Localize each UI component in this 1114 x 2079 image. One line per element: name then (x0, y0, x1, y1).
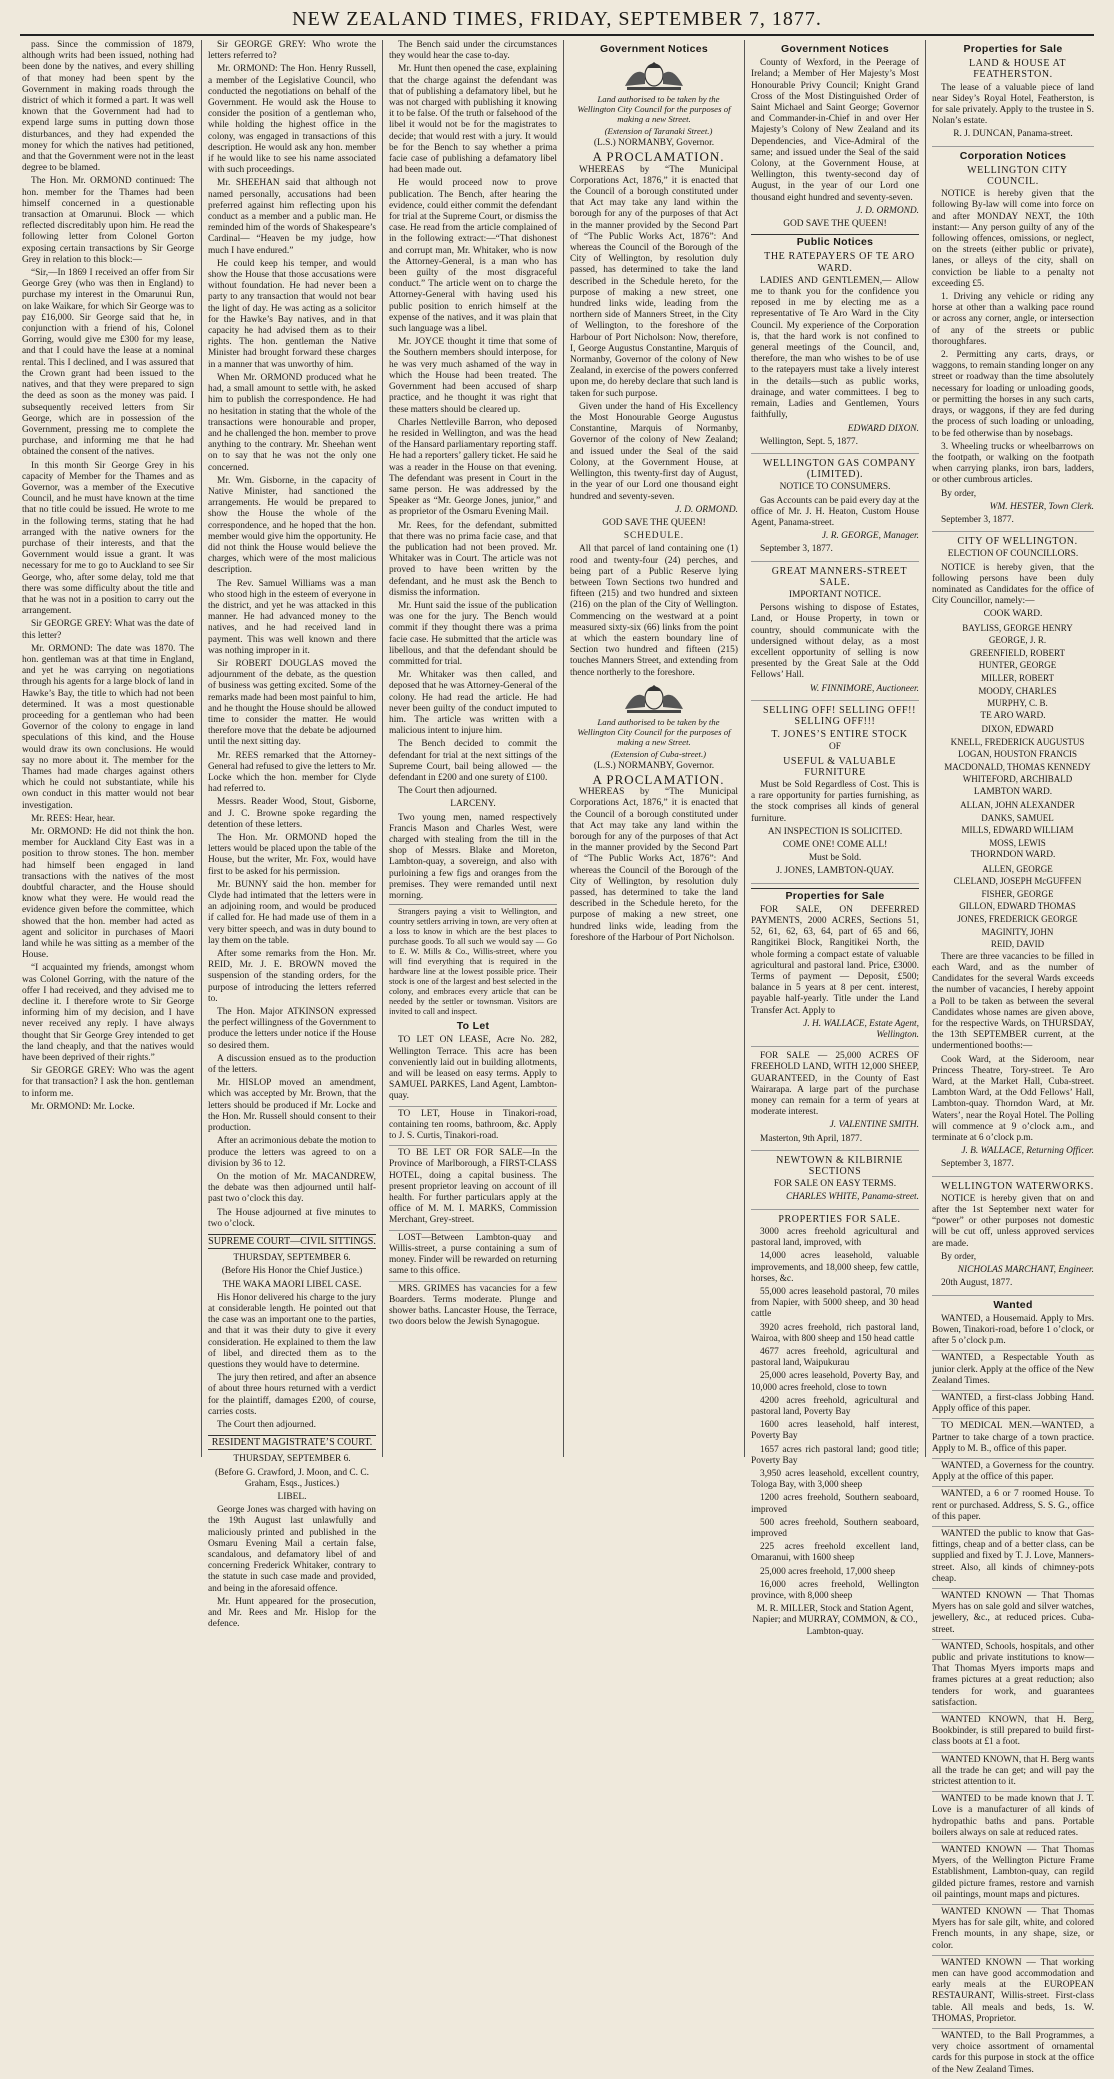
ad-signature: EDWARD DIXON. (847, 423, 919, 434)
column-5 (751, 40, 919, 1637)
ad-title: WELLINGTON GAS COMPANY (LIMITED). (762, 457, 917, 481)
wanted-ad: WANTED, Schools, hospitals, and other public and private institutions to know—That Thomas Myers imports maps and frames pictures at a great reduction; also tenders for work, and guarantees satisfaction. (932, 1642, 1094, 1713)
royal-crest-icon (617, 58, 691, 92)
rm-date: THURSDAY, SEPTEMBER 6. (233, 1454, 351, 1465)
candidate-name: KNELL, FREDERICK AUGUSTUS (950, 736, 1085, 747)
court-case-title: THE WAKA MAORI LIBEL CASE. (222, 1279, 362, 1290)
corporation-notices-heading: Corporation Notices (959, 149, 1067, 162)
ad-text: NOTICE is hereby given, that the following persons have been duly nominated as Candidates for the office of City Councillor, namely:— (932, 562, 1094, 607)
proclamation-text: WHEREAS by “The Municipal Corporations Act, 1876,” it is enacted that the Council of a borough constituted under that Act may take any land within the borough for any of the purposes of that Act in the manner provided by the Second Part of “The Public Works Act, 1876”: And whereas the Council of the Borough of the City of Wellington, by resolution duly passed, has determined to take the land described in the Schedule hereto, for the purpose of making a new street, one hundred links wide, leading from the northern side of Manners Street, in the City of Wellington, to the foreshore of the Harbour of Port Nicholson: Now, therefore, I, George Augustus Constantine, Marquis of Normanby, Governor of the colony of New Zealand, in exercise of the powers conferred upon me, do hereby declare that such land is taken for such purpose. (570, 164, 738, 399)
wanted-ad: TO MEDICAL MEN.—WANTED, a Partner to take charge of a town practice. Apply to M. B., office of this paper. (932, 1421, 1094, 1459)
larceny-text: Two young men, named respectively Francis Mason and Charles West, were charged with stealing from the till in the shop of Messrs. Blake and Moreton, Lambton-quay, a sovereign, and also with purloining a few figs and oranges from the premises. They were remanded until next morning. (389, 812, 557, 902)
property-item: 14,000 acres leasehold, valuable improvements, and 18,000 sheep, few cattle, horses, &c. (751, 1251, 919, 1284)
wanted-ad: WANTED KNOWN — That Thomas Myers has for sale gilt, white, and colored French mounts, in any shape, size, or color. (932, 1907, 1094, 1956)
wanted-ad: WANTED KNOWN — That Thomas Myers has on sale gold and silver watches, jewellery, &c., at reduced prices. Cuba-street. (932, 1591, 1094, 1640)
proclamation-text: WHEREAS by “The Municipal Corporations Act, 1876,” it is enacted that the Council of a borough constituted under that Act may take any land within the borough for any of the purposes of that Act in the manner provided by the Second Part of “The Public Works Act, 1876”: And whereas the Council of the Borough of the City of Wellington, by resolution duly passed, has determined to take the land described in the Schedule hereto, for the purpose of making a new street, one hundred links wide, leading from the foreshore of the Harbour of Port Nicholson. (570, 787, 738, 943)
ad-text: Persons wishing to dispose of Estates, Land, or House Property, in town or country, should communicate with the undersigned without delay, as a most excellent opportunity of selling is now presented by the Great Sale at the Odd Fellows’ Hall. (751, 603, 919, 681)
article-paragraph: Mr. REES: Hear, hear. (31, 813, 115, 824)
royal-crest-icon (617, 681, 691, 715)
candidate-list (932, 724, 1094, 785)
wanted-ad: WANTED, a Respectable Youth as junior clerk. Apply at the office of the New Zealand Times. (932, 1353, 1094, 1391)
article-paragraph: Messrs. Reader Wood, Stout, Gisborne, and J. C. Browne spoke regarding the detention of these letters. (208, 797, 376, 830)
proclamation-heading: A PROCLAMATION. (592, 149, 725, 165)
ad-deferred-payments (751, 905, 919, 1047)
column-2 (208, 40, 376, 1630)
article-paragraph: pass. Since the commission of 1879, although writs had been issued, nothing had been done by the natives, and every shilling of that money had been spent by the Government in making roads through the district of which it formed a part. It was well known that the Government had had to expend large sums in putting down those disturbances, and they had expended the money for which the natives had petitioned, and that the Government were not in the least degree to be blamed. (22, 40, 194, 174)
ad-title: GREAT MANNERS-STREET SALE. (771, 565, 908, 588)
ad-date: September 3, 1877. (941, 514, 1014, 525)
to-let-ad: LOST—Between Lambton-quay and Willis-street, a purse containing a sum of money. Finder will be rewarded on returning same to this office. (389, 1233, 557, 1282)
column-6 (932, 40, 1095, 2075)
wanted-ad: WANTED, a 6 or 7 roomed House. To rent or purchased. Address, S. S. G., office of this paper. (932, 1489, 1094, 1527)
ad-text: Cook Ward, at the Sideroom, near Princess Theatre, Tory-street. Te Aro Ward, at the Market Hall, Cuba-street. Lambton Ward, at the Odd Fellows’ Hall, Lambton-quay. Thorndon Ward, at Mr. Waters’, near the Royal Hotel. The Polling will commence at 9 o’clock a.m., and terminate at 6 o’clock p.m. (932, 1054, 1094, 1144)
article-paragraph: Mr. SHEEHAN said that although not named personally, accusations had been preferred against him reflecting upon his conduct as a member and a public man. He reminded him of the words of Shakespeare’s Cardinal— “Heaven be my judge, how much I have endured.” (208, 178, 376, 256)
rm-bench: (Before G. Crawford, J. Moon, and C. C. Graham, Esqs., Justices.) (215, 1467, 369, 1489)
candidate-name: ALLAN, JOHN ALEXANDER (960, 800, 1075, 811)
property-item: 1200 acres freehold, Southern seaboard, improved (751, 1493, 919, 1515)
property-item: 3920 acres freehold, rich pastoral land, Wairoa, with 800 sheep and 150 head cattle (751, 1322, 919, 1344)
government-notices-heading: Government Notices (780, 43, 890, 55)
wanted-ads (932, 1314, 1094, 2079)
ad-city-council (932, 165, 1094, 532)
crest-caption-sub: (Extension of Cuba-street.) (610, 748, 707, 759)
ad-jones-furniture (751, 705, 919, 884)
ward-heading: TE ARO WARD. (980, 710, 1046, 721)
ad-line: Must be Sold. (808, 853, 862, 864)
bylaw-list (932, 292, 1094, 486)
ad-properties-list (751, 1214, 919, 1643)
article-paragraph: When Mr. ORMOND produced what he had, a small amount to settle with, he asked him to publish the correspondence. He had no hesitation in stating that the whole of the transactions were honourable and proper, and he challenged the hon. member to prove anything to the contrary. Mr. Sheehan went on to say that he was not the only one concerned. (208, 372, 376, 473)
property-item: 500 acres freehold, Southern seaboard, improved (751, 1517, 919, 1539)
ad-signature: M. R. MILLER, Stock and Station Agent, Napier; and MURRAY, COMMON, & CO., Lambton-quay. (752, 1604, 918, 1637)
article-paragraph: His Honor delivered his charge to the jury at considerable length. He pointed out that the case was an important one to the parties, and that it was their duty to give it every consideration. He explained to them the law of libel, and directed them as to the questions they would have to determine. (208, 1292, 376, 1370)
article-paragraph: Mr. ORMOND: The Hon. Henry Russell, a member of the Legislative Council, who conducted the negotiations on behalf of the Government. He would ask the House to consider the position of a gentleman who, while holding the highest office in the colony, was engaged in transactions of this description. He would ask any hon. member if he would like to see his name associated with such proceedings. (208, 64, 376, 176)
ad-title: NEWTOWN & KILBIRNIE SECTIONS (776, 1154, 903, 1178)
government-notices-heading: Government Notices (599, 43, 709, 55)
ad-text: LADIES AND GENTLEMEN,— Allow me to thank you for the confidence you reposed in me by electing me as a representative of Te Aro Ward in the City Council. My experience of the Corporation is, that the hard work is not confined to general meetings of the Council, and, therefore, the man who wishes to be of use to the ratepayers must take a lively interest in the details—such as public works, drainage, and water committees. I beg to remain, Ladies and Gentlemen, Yours faithfully, (751, 275, 919, 421)
court-bench: (Before His Honor the Chief Justice.) (221, 1266, 363, 1277)
ad-signature: J. B. WALLACE, Returning Officer. (961, 1146, 1094, 1157)
ad-subtitle: FOR SALE ON EASY TERMS. (773, 1179, 897, 1190)
property-item: 3000 acres freehold agricultural and pastoral land, improved, with (751, 1226, 919, 1249)
court-continuation-text (389, 40, 557, 797)
ad-line: AN INSPECTION IS SOLICITED. (767, 826, 903, 837)
property-list (751, 1227, 919, 1602)
ad-order: By order, (941, 1251, 977, 1262)
property-item: 1600 acres leasehold, half interest, Poverty Bay (751, 1420, 919, 1442)
article-paragraph: The Hon. Major ATKINSON expressed the perfect willingness of the Government to produce the letters under notice if the House so desired them. (208, 1007, 376, 1051)
wanted-ad: WANTED the public to know that Gas-fittings, cheap and of a better class, can be supplied and fixed by T. J. Love, Manners-street. Also, all kinds of chimney-pots cheap. (932, 1529, 1094, 1589)
wanted-ad: WANTED, a Governess for the country. Apply at the office of this paper. (932, 1461, 1094, 1487)
property-item: 4200 acres freehold, agricultural and pastoral land, Poverty Bay (751, 1395, 919, 1417)
ad-text: Must be Sold Regardless of Cost. This is a rare opportunity for parties furnishing, as the stock comprises all kinds of general furniture. (751, 779, 919, 824)
candidate-list (932, 800, 1094, 848)
ad-signature: NICHOLAS MARCHANT, Engineer. (957, 1265, 1094, 1276)
candidate-name: GEORGE, J. R. (988, 635, 1047, 646)
ad-title: SELLING OFF! SELLING OFF!! SELLING OFF!!! (762, 704, 917, 727)
ad-election (932, 536, 1094, 1177)
ad-gas-company (751, 458, 919, 562)
ad-signature: J. R. GEORGE, Manager. (821, 531, 919, 542)
governor-title-text: County of Wexford, in the Peerage of Ireland; a Member of Her Majesty’s Most Honourable Privy Council; Knight Grand Cross of the Most Distinguished Order of Saint Michael and Saint George; Governor and Commander-in-Chief in and over Her Majesty’s Colony of New Zealand and its Dependencies, and Vice-Admiral of the same; and issued under the Seal of the said Colony, at the Government House, at Wellington, this twenty-second day of August, in the year of our Lord one thousand eight hundred and seventy-seven. (751, 58, 919, 203)
candidate-name: MACDONALD, THOMAS KENNEDY (944, 761, 1091, 772)
candidate-name: HUNTER, GEORGE (978, 660, 1057, 671)
to-let-ads (389, 1035, 557, 1331)
ad-text: NOTICE is hereby given that on and after the 1st September next water for “power” or other purposes not domestic will be cut off, unless approved services are made. (932, 1193, 1094, 1249)
ad-signature: W. FINNIMORE, Auctioneer. (809, 683, 919, 694)
ad-text: NOTICE is hereby given that the following By-law will come into force on and after MONDAY NEXT, the 10th instant:— Any person guilty of any of the following offences, omissions, or neglect, on the streets (either public or private), lanes, or alleys of the city, shall on conviction be liable to a penalty not exceeding £5. (932, 189, 1094, 289)
to-let-ad: TO LET, House in Tinakori-road, containing ten rooms, bathroom, &c. Apply to J. S. Curtis, Tinakori-road. (389, 1109, 557, 1147)
to-let-ad: MRS. GRIMES has vacancies for a few Boarders. Terms moderate. Plunge and shower baths. Lancaster House, the Terrace, two doors below the Jewish Synagogue. (389, 1283, 557, 1328)
article-paragraph: The jury then retired, and after an absence of about three hours returned with a verdict for the plaintiff, damages £200, of course, carries costs. (208, 1373, 376, 1417)
bylaw-item: 1. Driving any vehicle or riding any horse at other than a walking pace round or across any corner, angle, or intersection of any of the streets or public thoroughfares. (932, 292, 1094, 347)
article-paragraph: Mr. ORMOND: He did not think the hon. member for Auckland City East was in a position to throw stones. The hon. member had himself been engaged in land transactions with the natives of the most doubtful character, and the House should know what they were. He would read the evidence given before the committee, which showed that the hon. member had acted as agent and solicitor in purchases of Maori land while he was sitting as a member of the House. (22, 827, 194, 961)
to-let-heading: To Let (456, 1020, 490, 1033)
column-1 (22, 40, 194, 1457)
column-4 (570, 40, 738, 1457)
article-paragraph: The Court then adjourned. (398, 786, 497, 797)
wanted-ad: WANTED KNOWN — That Thomas Myers, of the Wellington Picture Frame Establishment, Lambton-quay, can regild gilded picture frames, restore and varnish oil paintings, mount maps and pictures. (932, 1845, 1094, 1905)
article-paragraph: After an acrimonious debate the motion to produce the letters was agreed to on a division by 36 to 12. (208, 1136, 376, 1169)
article-paragraph: Mr. BUNNY said the hon. member for Clyde had intimated that the letters were in an adjoining room, and would be produced if called for. He had made use of them in a very bitter speech, and was in duty bound to lay them on the table. (208, 879, 376, 946)
seal-governor: (L.S.) NORMANBY, Governor. (593, 760, 715, 771)
to-let-ad: TO LET ON LEASE, Acre No. 282, Wellington Terrace. This acre has been conveniently laid out in building allotments, and will be leased on easy terms. Apply to SAMUEL PARKES, Land Agent, Lambton-quay. (389, 1035, 557, 1106)
candidate-name: GILLON, EDWARD THOMAS (959, 901, 1076, 912)
ad-subtitle: IMPORTANT NOTICE. (788, 589, 882, 600)
candidate-name: MILLER, ROBERT (981, 672, 1054, 683)
ad-manners-street-sale (751, 566, 919, 701)
ad-subtitle: USEFUL & VALUABLE FURNITURE (783, 755, 896, 778)
ad-line: COME ONE! COME ALL! (782, 840, 888, 850)
article-paragraph: Sir GEORGE GREY: What was the date of this letter? (22, 619, 194, 641)
article-paragraph: Mr. ORMOND: Mr. Locke. (31, 1101, 135, 1112)
candidate-name: MOODY, CHARLES (978, 685, 1057, 696)
article-paragraph: Mr. Hunt then opened the case, explaining that the charge against the defendant was that of publishing a defamatory libel, but he was not charged with publishing it knowing it to be false. Of the truth or falsehood of the libel it would not be for the magistrates to decide; that would rest with a jury. It would be for the Bench to say whether a prima facie case of publishing a defamatory libel had been made out. (389, 64, 557, 176)
to-let-ad: TO BE LET OR FOR SALE—In the Province of Marlborough, a FIRST-CLASS HOTEL, doing a capital business. The present proprietor leaving on account of ill health. For further particulars apply at the office of M. M. I. MARKS, Commission Merchant, Grey-street. (389, 1148, 557, 1230)
ad-ratepayers (751, 251, 919, 453)
crest-caption: Land authorised to be taken by the Wellington City Council for the purposes of making a new Street. (577, 716, 731, 747)
article-paragraph: Mr. Hunt appeared for the prosecution, and Mr. Rees and Mr. Hislop for the defence. (208, 1596, 376, 1630)
schedule-heading: SCHEDULE. (623, 531, 685, 542)
ad-subtitle: NOTICE TO CONSUMERS. (779, 482, 891, 493)
article-paragraph: George Jones was charged with having on the 19th August last unlawfully and maliciously printed and published in the Osmaru Evening Mail a certain false, scandalous, and defamatory libel of and concerning Frederick Whitaker, contrary to the statute in such case made and provided, and being in the aforesaid offence. (208, 1505, 376, 1594)
property-item: 225 acres freehold excellent land, Omaranui, with 1600 sheep (751, 1542, 919, 1564)
ad-date: 20th August, 1877. (941, 1278, 1013, 1289)
article-paragraph: On the motion of Mr. MACANDREW, the debate was then adjourned until half-past two o’clock this day. (208, 1171, 376, 1205)
property-item: 4677 acres freehold, agricultural and pastoral land, Waipukurau (751, 1346, 919, 1369)
schedule-text: All that parcel of land containing one (1) rood and twenty-four (24) perches, and being part of a Public Reserve lying between Town Sections two hundred and fifteen (215) and two hundred and sixteen (216) on the plan of the City of Wellington. Commencing on the westward at a point measured sixty-six (66) links from the point at which the eastern boundary line of Section two hundred and fifteen (215) touches Manners Street, and extending from thence northerly to the foreshore. (570, 544, 738, 678)
ad-text: FOR SALE — 25,000 ACRES OF FREEHOLD LAND, WITH 12,000 SHEEP, GUARANTEED, in the County of East Wairarapa. A large part of the purchase money can remain for a term of years at moderate interest. (751, 1051, 919, 1118)
article-paragraph: The Bench said under the circumstances they would hear the case to-day. (389, 40, 557, 62)
article-paragraph: Sir GEORGE GREY: Who was the agent for that transaction? I ask the hon. gentleman to inform me. (22, 1066, 194, 1099)
candidate-name: DANKS, SAMUEL (981, 812, 1054, 823)
ad-title: WELLINGTON CITY COUNCIL. (967, 164, 1068, 188)
bylaw-item: 2. Permitting any carts, drays, or waggons, to remain standing longer on any street or roadway than the time absolutely necessary for loading or unloading goods, or permitting the horses in any such carts, drays, or waggons, if they are fed during the process of such loading or unloading, to be fed otherwise than by nosebags. (932, 350, 1094, 439)
ad-waterworks (932, 1181, 1094, 1296)
crest-caption-sub: (Extension of Taranaki Street.) (604, 126, 713, 137)
column-rule (382, 40, 383, 1457)
article-paragraph: The Bench decided to commit the defendant for trial at the next sittings of the Supreme Court, bail being allowed — the defendant in £200 and one surety of £100. (389, 739, 557, 783)
ad-date: Wellington, Sept. 5, 1877. (760, 436, 858, 447)
candidate-name: ALLEN, GEORGE (982, 863, 1053, 874)
article-paragraph: “Sir,—In 1869 I received an offer from Sir George Grey (who was then in England) to purchase my interest in the Omarunui Run, on lake Waikare, for which Sir George was to pay £16,000. Sir George said that he, in conjunction with a friend of his, Colonel Gorring, would give me £300 for my lease, and that I could have the lease at a nominal rental. This I declined, and I was assured that the Crown grant had been issued to the natives, and that they were prepared to sign the deed as soon as the money was paid. I subsequently received letters from Sir George, which are in possession of the Government, pressing me to complete the purchase, and informing me that he had obtained the consent of the natives. (22, 268, 194, 458)
ward-heading: THORNDON WARD. (970, 850, 1056, 861)
article-paragraph: Mr. HISLOP moved an amendment, which was accepted by Mr. Brown, that the letters should be produced if Mr. Locke and the Hon. Mr. Russell should consent to their production. (208, 1078, 376, 1134)
ad-newtown-kilbirnie (751, 1155, 919, 1210)
wanted-ad: WANTED, a first-class Jobbing Hand. Apply office of this paper. (932, 1393, 1094, 1419)
article-paragraph: Charles Nettleville Barron, who deposed he resided in Wellington, and was the head of the Hansard parliamentary reporting staff. He had a reporters’ gallery ticket. He said he was a reader in the House on that evening. The defendant was present in Court in the same person. He was addressed by the Speaker as “Mr. George Jones, junior,” and as proprietor of the Osmaru Evening Mail. (389, 417, 557, 518)
debate-text (208, 40, 376, 1230)
article-paragraph: Mr. REES remarked that the Attorney-General had refused to give the letters to Mr. Locke which the hon. member for Clyde had referred to. (208, 750, 376, 795)
property-item: 1657 acres rich pastoral land; good title; Poverty Bay (751, 1444, 919, 1466)
newspaper-title: NEW ZEALAND TIMES, FRIDAY, SEPTEMBER 7, 1877. (292, 8, 822, 30)
candidate-name: BAYLISS, GEORGE HENRY (962, 622, 1073, 633)
ad-signature: CHARLES WHITE, Panama-street. (786, 1192, 919, 1203)
resident-magistrate-heading: RESIDENT MAGISTRATE’S COURT. (208, 1435, 376, 1450)
god-save-the-queen: GOD SAVE THE QUEEN! (783, 219, 887, 230)
larceny-heading: LARCENY. (450, 799, 496, 810)
ad-of: OF (829, 742, 841, 753)
court-date: THURSDAY, SEPTEMBER 6. (233, 1253, 351, 1264)
article-paragraph: The Hon. Mr. ORMOND hoped the letters would be placed upon the table of the House, but the writer, Mr. Fox, would have first to be asked for his permission. (208, 833, 376, 877)
column-rule (201, 40, 202, 1457)
candidate-name: MOSS, LEWIS (989, 837, 1046, 848)
rm-case-title: LIBEL. (277, 1491, 307, 1502)
candidate-name: GREENFIELD, ROBERT (970, 647, 1065, 658)
candidate-name: MURPHY, C. B. (987, 698, 1048, 709)
advertorial-text: Strangers paying a visit to Wellington, and country settlers arriving in town, are very often at a loss to know in which are the best places to purchase goods. To all such we would say — Go to E. W. Mills & Co., Willis-street, where you will find everything that is required in the hardware line at the lowest possible price. Their stock is one of the largest and best selected in the colony, and embraces every article that can be needed by the settler or townsman. Visitors are invited to call and inspect. (389, 904, 557, 1017)
article-paragraph: The Rev. Samuel Williams was a man who stood high in the esteem of everyone in the district, and yet he was attacked in this manner. He had advanced money to the natives, and he had received land in payment. This was well known and there was nothing improper in it. (208, 578, 376, 656)
candidate-list (932, 864, 1094, 950)
ad-text: There are three vacancies to be filled in each Ward, and as the number of Candidates for the several Wards exceeds the number of vacancies, I hereby appoint a Poll to be taken as between the several Candidates whose names are given above, for the respective Wards, on THURSDAY, the 13th SEPTEMBER current, at the undermentioned booths:— (932, 951, 1094, 1052)
ad-text: The lease of a valuable piece of land near Sidey’s Royal Hotel, Featherston, is for sale privately. Apply to the trustee in S. Nolan’s estate. (932, 82, 1094, 127)
candidate-name: JONES, FREDERICK GEORGE (957, 914, 1078, 925)
article-paragraph: Mr. Whitaker was then called, and deposed that he was Attorney-General of the colony. He had read the article. He had never been guilty of the conduct imputed to him. The article was written with a malicious intent to injure him. (389, 670, 557, 737)
ad-title: PROPERTIES FOR SALE. (778, 1213, 901, 1225)
properties-for-sale-heading: Properties for Sale (751, 888, 919, 902)
wanted-ad: WANTED, to the Ball Programmes, a very choice assortment of ornamental cards for this purpose in stock at the office of the New Zealand Times. (932, 2031, 1094, 2075)
candidate-name: REID, DAVID (990, 939, 1045, 950)
crest-caption: Land authorised to be taken by the Wellington City Council for the purposes of making a new Street. (577, 94, 731, 125)
article-paragraph: A discussion ensued as to the production of the letters. (208, 1053, 376, 1076)
article-paragraph: Mr. Wm. Gisborne, in the capacity of Native Minister, had sanctioned the arrangements. He would be prepared to show the House the whole of the correspondence, and he hoped that the hon. member would give him the opportunity. He did not think the House would believe the charges, which were of the most malicious description. (208, 475, 376, 576)
wanted-ad: WANTED KNOWN — That working men can have good accommodation and early meals at the EUROPEAN RESTAURANT, Willis-street. First-class table. All meals and beds, 1s. W. THOMAS, Proprietor. (932, 1958, 1094, 2029)
article-paragraph: Mr. Hunt said the issue of the publication was one for the jury. The Bench would commit if they thought there was a prima facie case. He submitted that the article was libellous, and that the defendant should be committed for trial. (389, 600, 557, 667)
wanted-ad: WANTED to be made known that J. T. Love is a manufacturer of all kinds of hydropathic baths and pans. Portable boilers always on sale at reduced rates. (932, 1794, 1094, 1843)
ad-title: WELLINGTON WATERWORKS. (941, 1180, 1094, 1192)
article-paragraph: “I acquainted my friends, amongst whom was Colonel Gorring, with the nature of the offer I had received, and they advised me to decline it. I therefore wrote to Sir George informing him of my decision, and I have never received any reply. I have always thought that Sir George Grey intended to get the land cheaply, and that the natives would have been deprived of their rights.” (22, 963, 194, 1064)
supreme-court-heading: SUPREME COURT—CIVIL SITTINGS. (208, 1234, 376, 1249)
rm-text (208, 1505, 376, 1630)
ad-date: September 3, 1877. (760, 544, 833, 555)
property-item: 25,000 acres freehold, 17,000 sheep (760, 1566, 896, 1577)
signature: J. D. ORMOND. (675, 504, 738, 515)
candidate-name: DIXON, EDWARD (981, 723, 1054, 734)
masthead (20, 8, 1094, 36)
public-notices-heading: Public Notices (751, 234, 919, 248)
property-item: 25,000 acres leasehold, Poverty Bay, and 10,000 acres freehold, close to town (751, 1371, 919, 1393)
ad-title: CITY OF WELLINGTON. (957, 536, 1078, 548)
column-rule (925, 40, 926, 1457)
candidate-name: WHITEFORD, ARCHIBALD (962, 774, 1073, 785)
ad-title: LAND & HOUSE AT FEATHERSTON. (968, 58, 1067, 81)
column-rule (744, 40, 745, 1457)
article-paragraph: The Court then adjourned. (217, 1419, 316, 1430)
article-paragraph: He would proceed now to prove publication. The Bench, after hearing the evidence, could either commit the defendant for trial at the Supreme Court, or dismiss the case. He read from the article complained of in the following extract:—“That dishonest and corrupt man, Mr. Whitaker, who is now the Attorney-General, is a man who has been guilty of the most disgraceful conduct.” The article went on to charge the Attorney-General with having used his public position to enrich himself at the expense of the natives, and it was plain that such language was a libel. (389, 178, 557, 335)
article-paragraph: In this month Sir George Grey in his capacity of Member for the Thames and as Governor, was a member of the Executive Council, and he must have known at the time that no title could be issued. He wrote to me in the following terms, stating that he had arranged with the native owners for the purchase of their interests, and that the Government would issue a grant. It was necessary for me to go to Auckland to see Sir George, who, after some delay, told me that there was some difficulty about the title and that he was not in a position to carry out the arrangement. (22, 460, 194, 617)
column-rule (563, 40, 564, 1457)
property-item: 55,000 acres leasehold pastoral, 70 miles from Napier, with 5000 sheep, and 30 head cattle (751, 1286, 919, 1320)
wanted-ad: WANTED KNOWN, that H. Berg, Bookbinder, is still prepared to build first-class boots at £1 a foot. (932, 1715, 1094, 1753)
ad-subtitle: T. JONES’S ENTIRE STOCK (771, 729, 908, 741)
property-item: 3,950 acres leasehold, excellent country, Tologa Bay, with 3,000 sheep (751, 1468, 919, 1491)
article-paragraph: He could keep his temper, and would show the House that those accusations were without foundation. He had never been a party to any transaction that would not bear the light of day. He was acting as a solicitor for the Hawke’s Bay natives, and in that capacity he had advised them as to their rights. The hon. gentleman the Native Minister had brought forward these charges in a manner that was unworthy of him. (208, 258, 376, 370)
candidate-name: MAGINITY, JOHN (981, 926, 1054, 937)
article-paragraph: The Hon. Mr. ORMOND continued: The hon. member for the Thames had been himself concerned in a questionable transaction at Omarunui. Block — which reflected discreditably upon him. He read the following letter from Colonel Gorton exposing certain transactions by Sir George Grey in relation to this block:— (22, 176, 194, 265)
ad-signature: J. JONES, LAMBTON-QUAY. (776, 866, 894, 877)
bylaw-item: 3. Wheeling trucks or wheelbarrows on the footpath, or walking on the footpath when carrying planks, iron bars, ladders, or other cumbrous articles. (932, 441, 1094, 486)
ad-text: FOR SALE, ON DEFERRED PAYMENTS, 2000 ACRES, Sections 51, 52, 61, 62, 63, 64, part of 65 and 66, Rangitikei Block, Rangitikei North, the whole forming a compact estate of valuable agricultural and pastoral land. Price, £3000. Terms of payment — Deposit, £500; balance in 5 years at 8 per cent. interest, payable half-yearly. Title under the Land Transfer Act. Apply to (751, 904, 919, 1016)
ad-text: Gas Accounts can be paid every day at the office of Mr. J. H. Heaton, Custom House Agent, Panama-street. (751, 495, 919, 528)
ad-signature: WM. HESTER, Town Clerk. (989, 501, 1094, 512)
column-3 (389, 40, 557, 1457)
ad-date: Masterton, 9th April, 1877. (760, 1133, 863, 1144)
wanted-ad: WANTED KNOWN, that H. Berg wants all the trade he can get; and will pay the strictest attention to it. (932, 1755, 1094, 1793)
ward-heading: COOK WARD. (983, 609, 1043, 620)
signature: J. D. ORMOND. (856, 205, 919, 216)
properties-for-sale-heading: Properties for Sale (963, 43, 1063, 55)
ad-signature: R. J. DUNCAN, Panama-street. (953, 129, 1073, 140)
candidate-name: FISHER, GEORGE (981, 888, 1054, 899)
article-paragraph: Mr. ORMOND: The date was 1870. The hon. gentleman was at that time in England, and yet he was carrying on negotiations through his agents for a large block of land in Hawke’s Bay, the title to which had not been determined. It was a most questionable proceeding for a gentleman who had been Governor of the colony to engage in land speculations of this kind, and the House would draw its own conclusions. He would say no more about it. The member for the Thames had made charges against others which he could not substantiate, while his own conduct in this matter would not bear investigation. (22, 643, 194, 811)
ad-featherston (932, 58, 1094, 146)
article-paragraph: After some remarks from the Hon. Mr. REID, Mr. J. E. BROWN moved the suspension of the standing orders, for the purpose of introducing the letters referred to. (208, 949, 376, 1004)
ad-order: By order, (941, 488, 977, 499)
candidate-name: MILLS, EDWARD WILLIAM (961, 825, 1074, 836)
candidate-name: CLELAND, JOSEPH McGUFFEN (953, 876, 1082, 887)
article-paragraph: Mr. Rees, for the defendant, submitted that there was no prima facie case, and that the publication had not been proved. Mr. Whitaker was in Court. The article was not proved to have been written by the defendant, and he must ask the Bench to dismiss the information. (389, 520, 557, 598)
article-paragraph: Mr. JOYCE thought it time that some of the Southern members should interpose, for he was very much ashamed of the way in which the House had been treated. The Government had been accused of sharp practice, and he thought it was right that these matters should be cleared up. (389, 337, 557, 415)
ad-freehold-land (751, 1051, 919, 1151)
property-item: 16,000 acres freehold, Wellington province, with 8,000 sheep (751, 1579, 919, 1601)
court-text (208, 1293, 376, 1431)
article-paragraph: Sir GEORGE GREY: Who wrote the letters referred to? (208, 40, 376, 62)
wanted-heading: Wanted (993, 1298, 1033, 1311)
candidate-list (932, 623, 1094, 709)
seal-governor: (L.S.) NORMANBY, Governor. (593, 138, 715, 149)
ad-signature: J. VALENTINE SMITH. (829, 1120, 919, 1131)
article-paragraph: The House adjourned at five minutes to two o’clock. (208, 1207, 376, 1229)
god-save-the-queen: GOD SAVE THE QUEEN! (602, 517, 706, 528)
ad-signature: J. H. WALLACE, Estate Agent, Wellington. (803, 1018, 919, 1041)
ad-subtitle: ELECTION OF COUNCILLORS. (947, 549, 1079, 560)
article-paragraph: Sir ROBERT DOUGLAS moved the adjournment of the debate, as the question of business was getting excited. Some of the remarks made had been most painful to him, and he thought the House should be allowed time to consider the matter. He would therefore move that the debate be adjourned until the next sitting day. (208, 658, 376, 748)
wanted-ad: WANTED, a Housemaid. Apply to Mrs. Bowen, Tinakori-road, before 1 o’clock, or after 5 o’clock p.m. (932, 1314, 1094, 1352)
given-under-text: Given under the hand of His Excellency the Most Honourable George Augustus Constantine, Marquis of Normanby, Governor of the colony of New Zealand; and issued under the Seal of the said Colony, at the Government House, at Wellington, this twenty-first day of August, in the year of our Lord one thousand eight hundred and seventy-seven. (570, 401, 738, 502)
proclamation-heading: A PROCLAMATION. (592, 771, 725, 787)
ad-date: September 3, 1877. (941, 1159, 1014, 1170)
ad-title: THE RATEPAYERS OF TE ARO WARD. (764, 251, 915, 274)
ward-heading: LAMBTON WARD. (973, 786, 1053, 797)
candidate-name: LOGAN, HOUSTON FRANCIS (957, 749, 1078, 760)
